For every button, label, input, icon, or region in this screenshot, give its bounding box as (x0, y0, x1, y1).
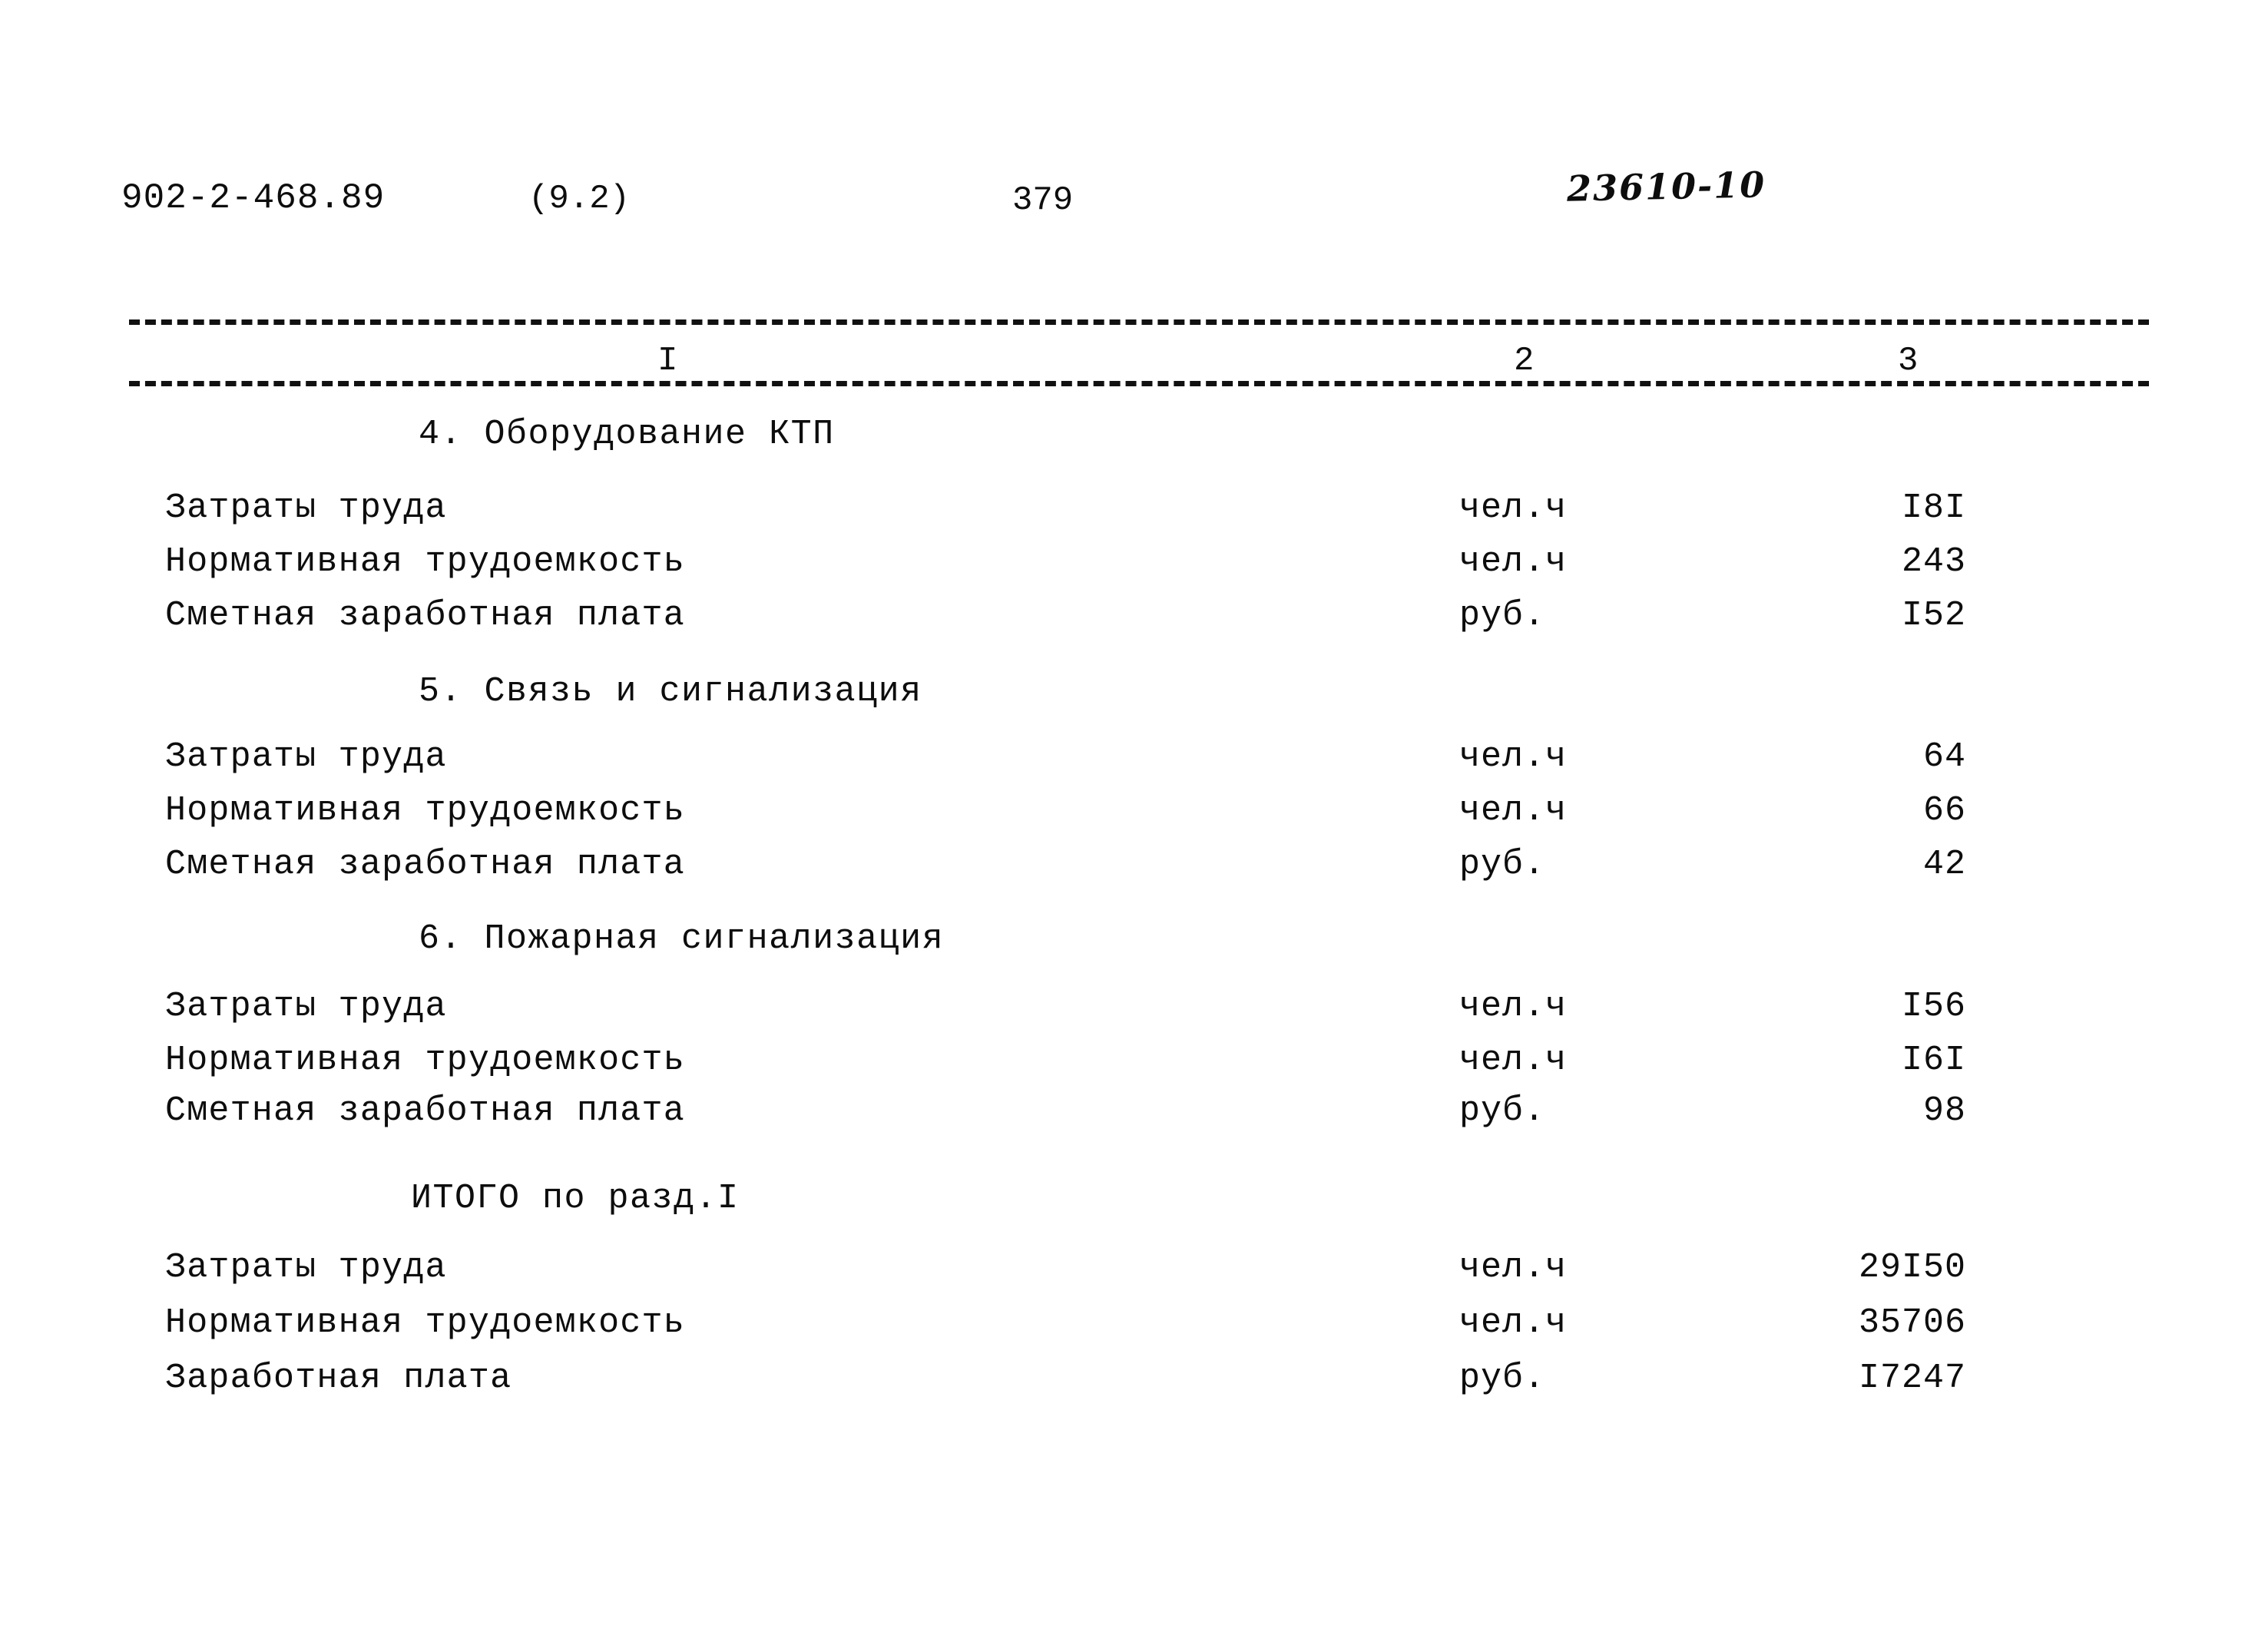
row-value: 29I50 (1858, 1248, 1966, 1287)
row-value: 98 (1922, 1091, 1966, 1130)
row-label: Сметная заработная плата (165, 845, 685, 884)
table-row (0, 1248, 2268, 1294)
table-row (0, 542, 2268, 588)
row-value: I52 (1901, 596, 1966, 635)
row-label: Нормативная трудоемкость (165, 1303, 685, 1342)
column-header-1: I (645, 344, 690, 378)
row-label: Сметная заработная плата (165, 596, 685, 635)
table-row (0, 1303, 2268, 1349)
row-unit: руб. (1459, 596, 1546, 635)
row-value: I8I (1901, 488, 1966, 528)
row-unit: руб. (1459, 1359, 1546, 1398)
row-unit: чел.ч (1459, 737, 1568, 776)
row-unit: руб. (1459, 845, 1546, 884)
row-label: Затраты труда (165, 737, 447, 776)
row-value: 42 (1922, 845, 1966, 884)
row-unit: чел.ч (1459, 1303, 1568, 1342)
row-label: Затраты труда (165, 1248, 447, 1287)
row-unit: чел.ч (1459, 1041, 1568, 1080)
table-row (0, 1359, 2268, 1405)
document-code: 902-2-468.89 (121, 178, 386, 218)
table-row (0, 1091, 2268, 1137)
row-value: 66 (1922, 791, 1966, 830)
table-row (0, 791, 2268, 837)
column-header-2: 2 (1502, 344, 1546, 378)
row-unit: руб. (1459, 1091, 1546, 1130)
row-value: 243 (1901, 542, 1966, 581)
row-value: 64 (1922, 737, 1966, 776)
column-header-3: 3 (1886, 344, 1930, 378)
page-header (0, 164, 2268, 232)
row-label: Нормативная трудоемкость (165, 791, 685, 830)
row-unit: чел.ч (1459, 1248, 1568, 1287)
handwritten-stamp: 23610-10 (1566, 164, 1766, 210)
row-value: I7247 (1858, 1359, 1966, 1398)
page-number: 379 (1012, 181, 1074, 220)
section-title: 5. Связь и сигнализация (419, 672, 922, 711)
table-row (0, 596, 2268, 642)
row-unit: чел.ч (1459, 542, 1568, 581)
section-title: 4. Оборудование КТП (419, 415, 835, 454)
table-rule-top (129, 319, 2149, 325)
row-label: Нормативная трудоемкость (165, 1041, 685, 1080)
table-row (0, 845, 2268, 891)
row-value: 35706 (1858, 1303, 1966, 1342)
table-rule-bottom (129, 381, 2149, 386)
table-row (0, 1041, 2268, 1087)
row-value: I56 (1901, 987, 1966, 1026)
row-value: I6I (1901, 1041, 1966, 1080)
row-label: Нормативная трудоемкость (165, 542, 685, 581)
table-row (0, 488, 2268, 535)
row-unit: чел.ч (1459, 791, 1568, 830)
row-label: Затраты труда (165, 488, 447, 528)
row-label: Заработная плата (165, 1359, 512, 1398)
row-label: Затраты труда (165, 987, 447, 1026)
row-label: Сметная заработная плата (165, 1091, 685, 1130)
sheet-reference: (9.2) (528, 180, 631, 218)
table-row (0, 987, 2268, 1033)
row-unit: чел.ч (1459, 987, 1568, 1026)
section-title: 6. Пожарная сигнализация (419, 919, 945, 958)
table-row (0, 737, 2268, 783)
row-unit: чел.ч (1459, 488, 1568, 528)
section-title-total: ИТОГО по разд.I (411, 1179, 740, 1218)
